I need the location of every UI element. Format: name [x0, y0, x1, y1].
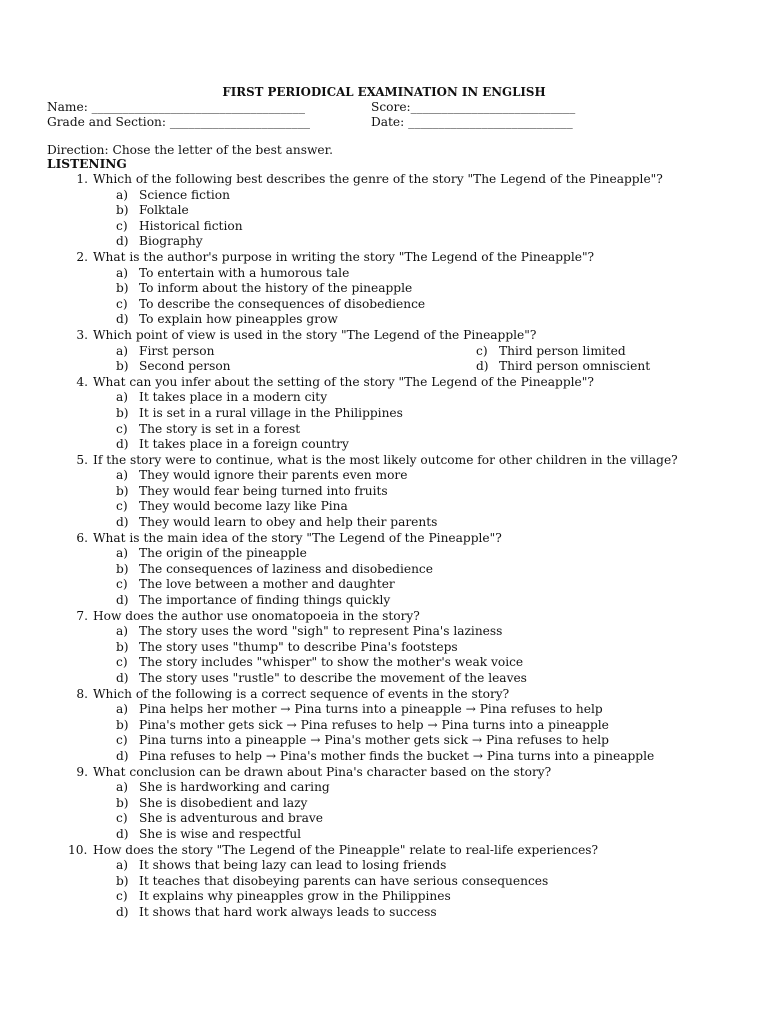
option-text: To describe the consequences of disobedience	[139, 296, 426, 311]
option-letter: d)	[476, 359, 489, 374]
option-text: To inform about the history of the pineapple	[139, 281, 413, 296]
answer-option	[116, 796, 768, 812]
option-text: They would learn to obey and help their parents	[139, 515, 438, 530]
option-text: The importance of finding things quickly	[139, 593, 391, 608]
question-number: 6.	[76, 530, 88, 545]
option-text: It is set in a rural village in the Philippines	[139, 405, 403, 420]
answer-option	[116, 390, 768, 406]
option-text: It shows that hard work always leads to success	[139, 904, 437, 919]
question-text: What is the author's purpose in writing the story "The Legend of the Pineapple"?	[93, 249, 595, 264]
question-item	[0, 843, 768, 921]
answer-option	[116, 811, 768, 827]
option-text: The story uses "thump" to describe Pina's footsteps	[139, 639, 458, 654]
option-text: The story uses the word "sigh" to represent Pina's laziness	[139, 624, 503, 639]
option-text: She is hardworking and caring	[139, 780, 330, 795]
option-letter: a)	[116, 858, 129, 873]
option-text: Folktale	[139, 203, 189, 218]
option-list	[116, 344, 768, 375]
direction-text: Direction: Chose the letter of the best answer.	[47, 143, 333, 157]
option-text: She is wise and respectful	[139, 826, 302, 841]
option-letter: c)	[116, 296, 128, 311]
option-text: Pina refuses to help → Pina's mother finds the bucket → Pina turns into a pineapple	[139, 748, 655, 763]
question-text: If the story were to continue, what is the most likely outcome for other children in the village?	[93, 452, 678, 467]
exam-title: FIRST PERIODICAL EXAMINATION IN ENGLISH	[222, 85, 546, 99]
option-letter: d)	[116, 515, 129, 530]
answer-option	[116, 422, 768, 438]
option-letter: a)	[116, 390, 129, 405]
option-letter: d)	[116, 234, 129, 249]
question-text: How does the story "The Legend of the Pineapple" relate to real-life experiences?	[93, 842, 599, 857]
answer-option	[116, 905, 768, 921]
name-field: Name: ___________________________________	[47, 100, 305, 114]
answer-option	[116, 468, 768, 484]
question-number: 5.	[76, 452, 88, 467]
option-text: First person	[139, 343, 215, 358]
question-item	[0, 250, 768, 328]
option-text: Third person omniscient	[499, 359, 651, 374]
option-letter: d)	[116, 826, 129, 841]
answer-option	[116, 874, 768, 890]
option-text: Pina helps her mother → Pina turns into a pineapple → Pina refuses to help	[139, 702, 603, 717]
question-number: 3.	[76, 327, 88, 342]
option-letter: a)	[116, 624, 129, 639]
answer-option	[116, 858, 768, 874]
option-letter: b)	[116, 717, 129, 732]
answer-option	[116, 827, 768, 843]
option-letter: c)	[116, 811, 128, 826]
answer-option	[476, 344, 736, 360]
option-text: It shows that being lazy can lead to losing friends	[139, 858, 447, 873]
option-text: The story uses "rustle" to describe the movement of the leaves	[139, 671, 527, 685]
answer-option	[116, 344, 476, 360]
question-text: What is the main idea of the story "The Legend of the Pineapple"?	[93, 530, 502, 545]
option-letter: c)	[116, 218, 128, 233]
question-text: Which of the following is a correct sequence of events in the story?	[93, 686, 510, 701]
answer-option	[116, 437, 768, 453]
answer-option	[116, 718, 768, 734]
question-text: What conclusion can be drawn about Pina's character based on the story?	[93, 764, 552, 779]
option-list	[116, 468, 768, 530]
question-number: 4.	[76, 374, 88, 389]
option-letter: c)	[116, 421, 128, 436]
answer-option	[116, 671, 768, 687]
answer-option	[116, 312, 768, 328]
option-list	[116, 266, 768, 328]
option-letter: a)	[116, 468, 129, 483]
option-text: They would ignore their parents even more	[139, 468, 408, 483]
option-list	[116, 702, 768, 764]
option-text: Pina's mother gets sick → Pina refuses to help → Pina turns into a pineapple	[139, 717, 609, 732]
question-text: Which of the following best describes the genre of the story "The Legend of the Pineapple"?	[93, 172, 663, 186]
option-text: To explain how pineapples grow	[139, 312, 338, 327]
option-letter: c)	[476, 343, 488, 358]
question-number: 2.	[76, 249, 88, 264]
date-field: Date: ___________________________	[371, 115, 573, 129]
option-text: Third person limited	[499, 343, 626, 358]
score-field: Score:___________________________	[371, 100, 576, 114]
option-text: She is disobedient and lazy	[139, 795, 308, 810]
option-text: They would fear being turned into fruits	[139, 483, 388, 498]
option-list	[116, 858, 768, 920]
option-letter: b)	[116, 405, 129, 420]
question-number: 8.	[76, 686, 88, 701]
answer-option	[116, 203, 768, 219]
option-letter: a)	[116, 265, 129, 280]
question-text: How does the author use onomatopoeia in the story?	[93, 608, 420, 623]
option-list	[116, 188, 768, 250]
option-text: The love between a mother and daughter	[139, 577, 395, 592]
option-letter: b)	[116, 561, 129, 576]
question-item	[0, 765, 768, 843]
question-item	[0, 328, 768, 375]
option-text: The story is set in a forest	[139, 421, 301, 436]
option-letter: d)	[116, 748, 129, 763]
question-item	[0, 687, 768, 765]
option-list	[116, 390, 768, 452]
answer-option	[116, 499, 768, 515]
answer-option	[116, 577, 768, 593]
option-text: She is adventurous and brave	[139, 811, 323, 826]
option-letter: d)	[116, 904, 129, 919]
option-letter: a)	[116, 187, 129, 202]
question-number: 1.	[76, 172, 88, 186]
option-letter: a)	[116, 343, 129, 358]
option-letter: c)	[116, 499, 128, 514]
section-heading: LISTENING	[47, 157, 127, 171]
answer-option	[116, 655, 768, 671]
option-text: It teaches that disobeying parents can have serious consequences	[139, 873, 549, 888]
answer-option	[116, 484, 768, 500]
option-letter: c)	[116, 577, 128, 592]
option-letter: b)	[116, 795, 129, 810]
option-letter: a)	[116, 780, 129, 795]
answer-option	[116, 188, 768, 204]
option-letter: b)	[116, 873, 129, 888]
answer-option	[116, 733, 768, 749]
option-letter: c)	[116, 889, 128, 904]
question-number: 7.	[76, 608, 88, 623]
answer-option	[116, 297, 768, 313]
question-number: 9.	[76, 764, 88, 779]
answer-option	[116, 359, 476, 375]
option-letter: b)	[116, 483, 129, 498]
option-text: Biography	[139, 234, 203, 249]
option-letter: a)	[116, 546, 129, 561]
question-item	[0, 453, 768, 531]
option-text: The consequences of laziness and disobedience	[139, 561, 433, 576]
option-text: It takes place in a foreign country	[139, 437, 349, 452]
option-letter: b)	[116, 281, 129, 296]
answer-option	[116, 219, 768, 235]
option-text: The story includes "whisper" to show the mother's weak voice	[139, 655, 524, 670]
question-list	[0, 172, 768, 921]
option-text: They would become lazy like Pina	[139, 499, 348, 514]
answer-option	[116, 702, 768, 718]
answer-option	[476, 359, 736, 375]
option-letter: c)	[116, 733, 128, 748]
option-text: Historical fiction	[139, 218, 243, 233]
answer-option	[116, 889, 768, 905]
question-text: What can you infer about the setting of the story "The Legend of the Pineapple"?	[93, 374, 594, 389]
option-text: Science fiction	[139, 187, 230, 202]
answer-option	[116, 546, 768, 562]
question-item	[0, 531, 768, 609]
question-item	[0, 609, 768, 687]
answer-option	[116, 593, 768, 609]
option-letter: d)	[116, 671, 129, 685]
option-letter: b)	[116, 203, 129, 218]
option-letter: d)	[116, 312, 129, 327]
option-text: Pina turns into a pineapple → Pina's mother gets sick → Pina refuses to help	[139, 733, 609, 748]
option-text: It explains why pineapples grow in the Philippines	[139, 889, 451, 904]
question-item	[0, 172, 768, 250]
answer-option	[116, 640, 768, 656]
option-list	[116, 624, 768, 686]
answer-option	[116, 281, 768, 297]
grade-section-field: Grade and Section: _______________________	[47, 115, 311, 129]
answer-option	[116, 266, 768, 282]
answer-option	[116, 624, 768, 640]
answer-option	[116, 780, 768, 796]
answer-option	[116, 515, 768, 531]
answer-option	[116, 562, 768, 578]
option-letter: b)	[116, 359, 129, 374]
option-letter: b)	[116, 639, 129, 654]
answer-option	[116, 749, 768, 765]
option-letter: a)	[116, 702, 129, 717]
option-text: The origin of the pineapple	[139, 546, 307, 561]
option-text: Second person	[139, 359, 231, 374]
option-list	[116, 546, 768, 608]
option-letter: d)	[116, 593, 129, 608]
option-text: To entertain with a humorous tale	[139, 265, 350, 280]
answer-option	[116, 406, 768, 422]
question-item	[0, 375, 768, 453]
option-letter: d)	[116, 437, 129, 452]
answer-option	[116, 234, 768, 250]
option-text: It takes place in a modern city	[139, 390, 328, 405]
option-letter: c)	[116, 655, 128, 670]
option-list	[116, 780, 768, 842]
question-text: Which point of view is used in the story "The Legend of the Pineapple"?	[93, 327, 537, 342]
question-number: 10.	[68, 842, 88, 857]
